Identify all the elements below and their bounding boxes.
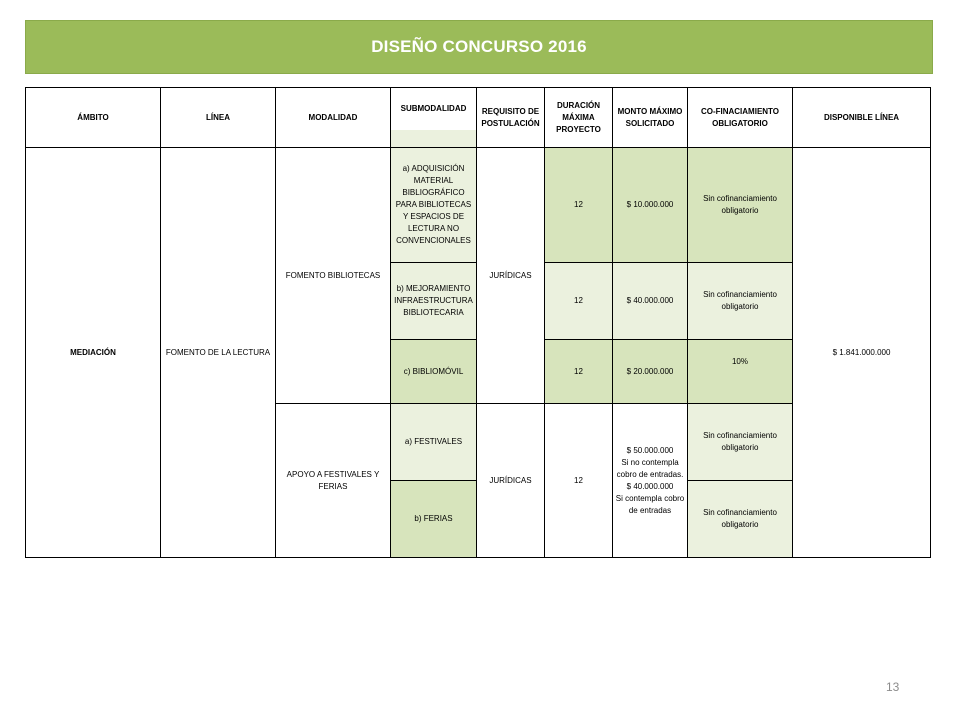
header-monto: MONTO MÁXIMO SOLICITADO (613, 88, 688, 148)
page-number: 13 (886, 680, 900, 694)
monto-line: Si no contempla cobro de entradas. (616, 457, 684, 479)
monto-cell: $ 20.000.000 (613, 340, 688, 404)
cofin-cell: 10% (688, 340, 793, 404)
header-linea: LÍNEA (161, 88, 276, 148)
header-duracion: DURACIÓN MÁXIMA PROYECTO (545, 88, 613, 148)
contest-table (25, 87, 931, 558)
header-row (26, 88, 931, 130)
submodalidad-cell: a) ADQUISICIÓN MATERIAL BIBLIOGRÁFICO PARA BIBLIOTECAS Y ESPACIOS DE LECTURA NO CONVENCIONALES (391, 148, 477, 263)
linea-cell: FOMENTO DE LA LECTURA (161, 148, 276, 558)
header-disponible: DISPONIBLE LÍNEA (793, 88, 931, 148)
cofin-cell: Sin cofinanciamiento obligatorio (688, 263, 793, 340)
header-submodalidad-filler (391, 130, 477, 148)
page-title: DISEÑO CONCURSO 2016 (371, 37, 587, 56)
disponible-cell: $ 1.841.000.000 (793, 148, 931, 558)
ambito-cell: MEDIACIÓN (26, 148, 161, 558)
monto-cell: $ 10.000.000 (613, 148, 688, 263)
title-banner (25, 20, 933, 74)
duracion-cell: 12 (545, 404, 613, 558)
table-row (26, 148, 931, 263)
monto-cell: $ 40.000.000 (613, 263, 688, 340)
duracion-cell: 12 (545, 263, 613, 340)
requisito-cell: JURÍDICAS (477, 404, 545, 558)
cofin-cell: Sin cofinanciamiento obligatorio (688, 404, 793, 481)
header-ambito: ÁMBITO (26, 88, 161, 148)
monto-line: $ 40.000.000 (626, 481, 674, 491)
monto-line: $ 50.000.000 (626, 445, 674, 455)
submodalidad-cell: b) FERIAS (391, 481, 477, 558)
monto-line: Si contempla cobro de entradas (615, 493, 685, 515)
cofin-cell: Sin cofinanciamiento obligatorio (688, 481, 793, 558)
modalidad-cell: FOMENTO BIBLIOTECAS (276, 148, 391, 404)
monto-cell (613, 404, 688, 558)
cofin-cell: Sin cofinanciamiento obligatorio (688, 148, 793, 263)
header-cofinanciamiento: CO-FINACIAMIENTO OBLIGATORIO (688, 88, 793, 148)
duracion-cell: 12 (545, 148, 613, 263)
modalidad-cell: APOYO A FESTIVALES Y FERIAS (276, 404, 391, 558)
header-requisito: REQUISITO DE POSTULACIÓN (477, 88, 545, 148)
submodalidad-cell: b) MEJORAMIENTO INFRAESTRUCTURA BIBLIOTECARIA (391, 263, 477, 340)
header-submodalidad: SUBMODALIDAD (391, 88, 477, 130)
submodalidad-cell: c) BIBLIOMÓVIL (391, 340, 477, 404)
duracion-cell: 12 (545, 340, 613, 404)
header-modalidad: MODALIDAD (276, 88, 391, 148)
requisito-cell: JURÍDICAS (477, 148, 545, 404)
submodalidad-cell: a) FESTIVALES (391, 404, 477, 481)
